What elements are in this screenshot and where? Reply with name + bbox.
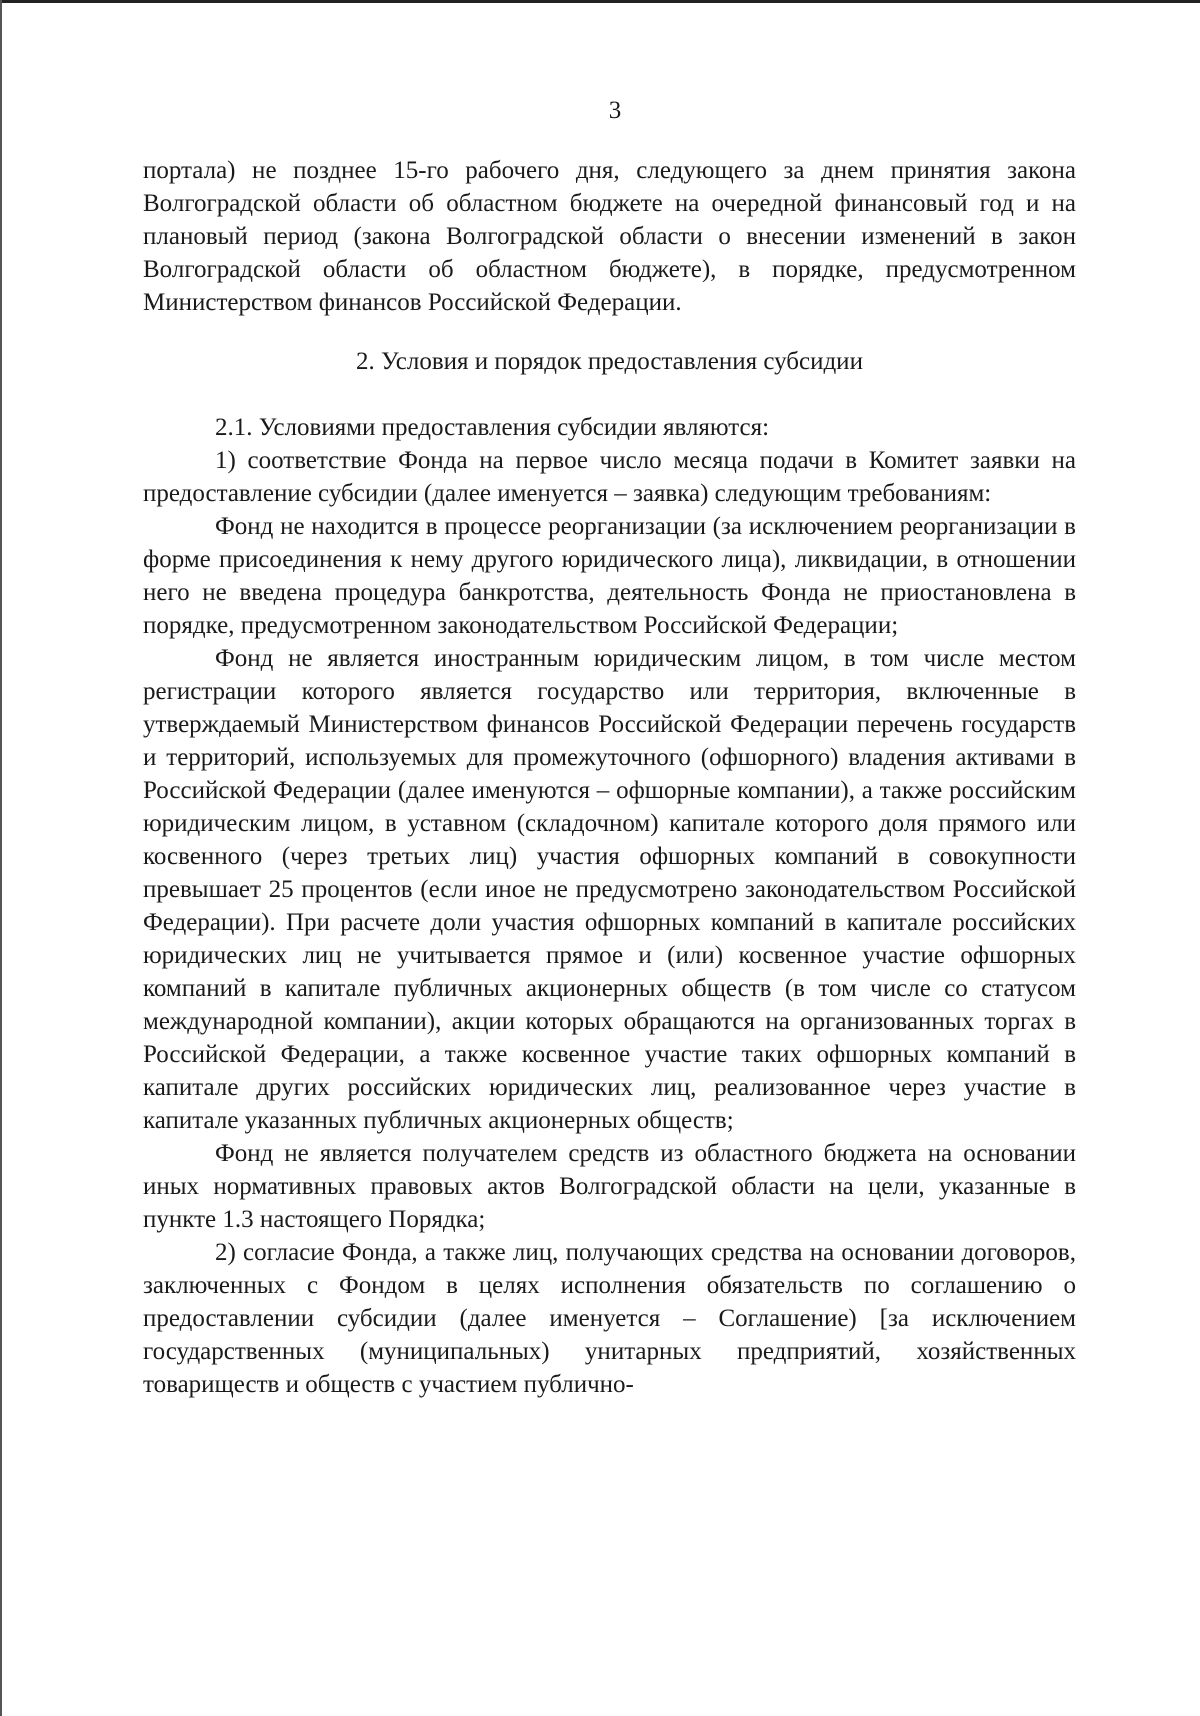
paragraph-offshore: Фонд не является иностранным юридическим лицом, в том числе местом регистрации которого является государство или территория, включенные в утверждаемый Министерством финансов Российской Федерации перечень государств и территорий, используемых для промежуточного (офшорного) владения активами в Российской Федерации (далее именуются – офшорные компании), а также российским юридическим лицом, в уставном (складочном) капитале которого доля прямого или косвенного (через третьих лиц) участия офшорных компаний в совокупности превышает 25 процентов (если иное не предусмотрено законодательством Российской Федерации). При расчете доли участия офшорных компаний в капитале российских юридических лиц не учитывается прямое и (или) косвенное участие офшорных компаний в капитале публичных акционерных обществ (в том числе со статусом международной компании), акции которых обращаются на организованных торгах в Российской Федерации, а также косвенное участие таких офшорных компаний в капитале других российских юридических лиц, реализованное через участие в капитале указанных публичных акционерных обществ; xyxy=(143,645,1076,1134)
paragraph-budget-recipient: Фонд не является получателем средств из областного бюджета на основании иных нормативных правовых актов Волгоградской области на цели, указанные в пункте 1.3 настоящего Порядка; xyxy=(143,1140,1076,1233)
paragraph-condition-1: 1) соответствие Фонда на первое число месяца подачи в Комитет заявки на предоставление субсидии (далее именуется – заявка) следующим требованиям: xyxy=(143,447,1076,507)
scan-left-edge xyxy=(0,0,2,1716)
paragraph-reorganization: Фонд не находится в процессе реорганизации (за исключением реорганизации в форме присоединения к нему другого юридического лица), ликвидации, в отношении него не введена процедура банкротства, деятельность Фонда не приостановлена в порядке, предусмотренном законодательством Российской Федерации; xyxy=(143,513,1076,639)
section-heading: 2. Условия и порядок предоставления субсидии xyxy=(356,348,863,375)
page-number: 3 xyxy=(608,97,622,124)
paragraph-condition-2: 2) согласие Фонда, а также лиц, получающих средства на основании договоров, заключенных с Фондом в целях исполнения обязательств по соглашению о предоставлении субсидии (далее именуется – Соглашение) [за исключением государственных (муниципальных) унитарных предприятий, хозяйственных товариществ и обществ с участием публично- xyxy=(143,1239,1076,1398)
scan-top-edge xyxy=(0,0,1200,3)
paragraph-continuation: портала) не позднее 15-го рабочего дня, следующего за днем принятия закона Волгоградской области об областном бюджете на очередной финансовый год и на плановый период (закона Волгоградской области о внесении изменений в закон Волгоградской области об областном бюджете), в порядке, предусмотренном Министерством финансов Российской Федерации. xyxy=(143,157,1076,316)
document-body xyxy=(143,154,1076,1401)
paragraph-2-1: 2.1. Условиями предоставления субсидии являются: xyxy=(215,414,770,441)
